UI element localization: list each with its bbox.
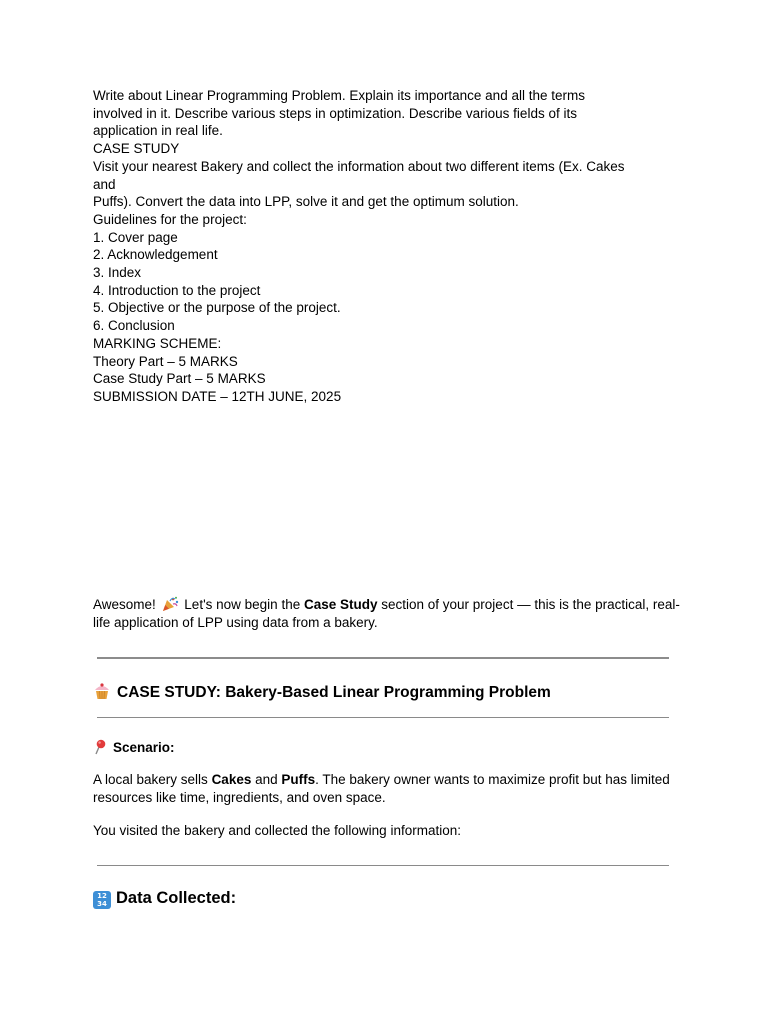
- cupcake-icon: [93, 682, 111, 700]
- assignment-line: 4. Introduction to the project: [93, 282, 261, 298]
- scenario-text: and: [251, 772, 282, 787]
- assignment-line: 2. Acknowledgement: [93, 247, 218, 263]
- intro-text: Let's now begin the: [180, 597, 304, 612]
- assignment-line: application in real life.: [93, 123, 223, 139]
- case-study-heading: [93, 682, 551, 702]
- response-intro: [93, 596, 683, 631]
- scenario-bold: Cakes: [211, 772, 252, 787]
- scenario-paragraph: [93, 771, 673, 806]
- input-numbers-icon: [93, 891, 111, 909]
- intro-bold: Case Study: [303, 597, 378, 612]
- assignment-line: Guidelines for the project:: [93, 211, 247, 227]
- divider: [97, 865, 669, 866]
- numbox-bottom: 34: [97, 900, 107, 908]
- round-pushpin-icon: [93, 739, 109, 755]
- assignment-line: 5. Objective or the purpose of the project.: [93, 300, 341, 316]
- numbox-top: 12: [97, 892, 107, 900]
- scenario-text: A local bakery sells: [93, 772, 212, 787]
- assignment-line: Write about Linear Programming Problem. Explain its importance and all the terms: [93, 88, 585, 103]
- scenario-heading-text: Scenario:: [113, 740, 175, 755]
- scenario-heading: [93, 739, 175, 755]
- assignment-line: Puffs). Convert the data into LPP, solve it and get the optimum solution.: [93, 194, 519, 210]
- assignment-line: CASE STUDY: [93, 141, 180, 157]
- data-collected-heading: [93, 889, 236, 909]
- data-collected-heading-text: Data Collected:: [116, 889, 237, 907]
- collected-info-paragraph: You visited the bakery and collected the following information:: [93, 823, 461, 838]
- assignment-line: 6. Conclusion: [93, 318, 175, 334]
- assignment-line: Visit your nearest Bakery and collect the information about two different items (Ex. Cakes: [93, 158, 625, 174]
- assignment-line: and: [93, 176, 116, 192]
- assignment-line: involved in it. Describe various steps in optimization. Describe various fields of its: [93, 105, 577, 121]
- scenario-bold: Puffs: [281, 772, 316, 787]
- assignment-line: 3. Index: [93, 265, 142, 281]
- divider: [97, 657, 669, 659]
- scenario-text: . The bakery owner wants to maximize profit but has limited resources like time, ingredients, and oven space.: [93, 772, 670, 805]
- intro-text: section of your project — this is the practical, real-life application of LPP using data from a bakery.: [93, 597, 680, 630]
- assignment-line: Theory Part – 5 MARKS: [93, 353, 238, 369]
- assignment-line: MARKING SCHEME:: [93, 335, 222, 351]
- party-popper-icon: [162, 596, 179, 612]
- assignment-line: 1. Cover page: [93, 229, 178, 245]
- case-study-heading-text: CASE STUDY: Bakery-Based Linear Programming Problem: [117, 684, 551, 701]
- assignment-line: Case Study Part – 5 MARKS: [93, 371, 266, 387]
- assignment-line: SUBMISSION DATE – 12TH JUNE, 2025: [93, 388, 342, 404]
- divider: [97, 717, 669, 718]
- intro-text: Awesome!: [93, 597, 156, 612]
- assignment-text: [93, 87, 683, 406]
